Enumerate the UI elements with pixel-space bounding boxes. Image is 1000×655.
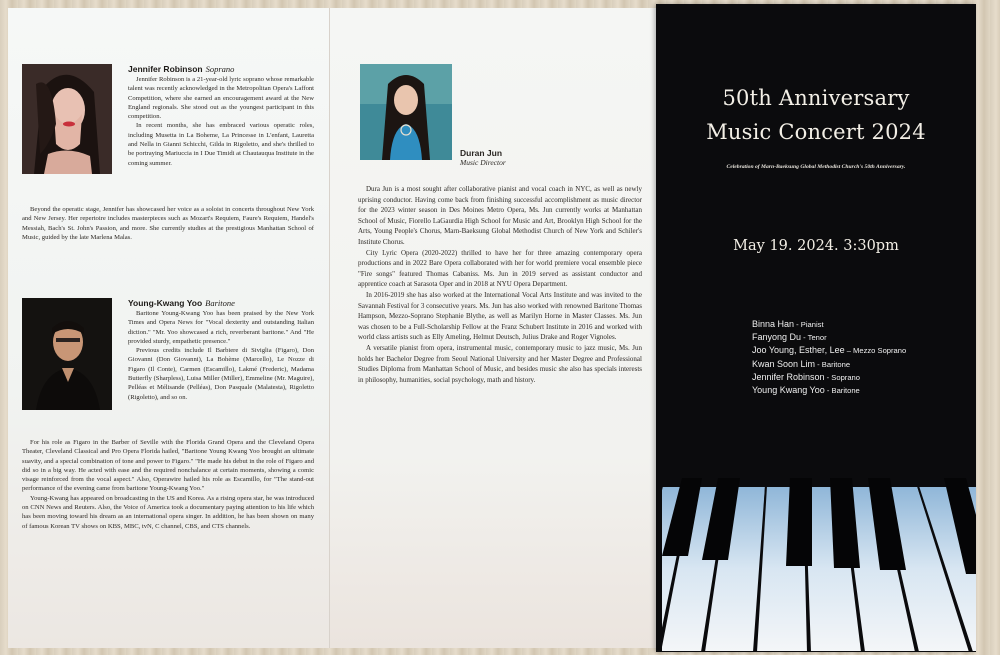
baritone-bio-top <box>128 309 314 412</box>
performer-name: Jennifer Robinson <box>752 371 825 382</box>
music-director-role: Music Director <box>460 158 506 167</box>
bio-paragraph: In 2016-2019 she has also worked at the International Vocal Arts Institute and was invited to the Savannah Festival for 3 consecutive years. Ms. Jun has also worked with renowned Baritone Thomas Hampson, Mezzo-Soprano Stephanie Blythe, as well as Marilyn Horne in Master Classes. Ms. Jun was chosen to be a Full-Scholarship Fellow at the Franz Schubert Institute in 2016 and worked with world class artists such as Elly Ameling, Helmut Deutsch, Julius Drake and Roger Vignoles. <box>358 290 642 342</box>
left-panel <box>8 8 330 648</box>
bio-paragraph: Young-Kwang has appeared on broadcasting in the US and Korea. As a rising opera star, he was introduced on CNN News and Reuters. Also, the Voice of America took a documentary paying attention to his life which has been moving toward his dream as an international opera singer. In addition, he has been shown on many of famous Korean TV shows on KBS, MBC, tvN, C channel, CBS, and CTS channels. <box>22 494 314 530</box>
music-director-name: Duran Jun <box>460 148 503 158</box>
performer-item <box>752 384 906 397</box>
performer-role: - Soprano <box>824 372 861 382</box>
baritone-name: Young-Kwang Yoo <box>128 298 203 308</box>
baritone-bio-bottom <box>22 438 314 531</box>
performer-role: - Baritone <box>824 386 860 396</box>
concert-title-line-2: Music Concert 2024 <box>706 120 926 144</box>
young-kwang-yoo-photo <box>22 298 112 410</box>
bio-paragraph: In recent months, she has embraced various operatic roles, including Musetta in La Boheme, La Princesse in L'enfant, Lauretta and Nella in Gianni Schicchi, Gilda in Rigoletto, and she's thrilled to be portraying Mariuccia in I Due Timidi at Chautauqua Institute in the coming summer. <box>128 122 314 167</box>
performer-role: - Baritone <box>815 359 851 369</box>
performer-name: Binna Han <box>752 319 795 329</box>
bio-paragraph: Baritone Young-Kwang Yoo has been praised by the New York Times and Opera News for "Vocal dexterity and outstanding Italian diction." "Mr. Yoo showcased a rich, reverberant baritone." And "He provided sturdy, empathetic presence." <box>128 310 314 345</box>
concert-date: May 19. 2024. 3:30pm <box>733 238 899 254</box>
bio-paragraph: Dura Jun is a most sought after collaborative pianist and vocal coach in NYC, as well as newly uprising conductor. Having come back from finishing successful accomplishment as music director for the 2023 winter season in Des Moines Metro Opera, Ms. Jun currently works at Manhattan School of Music, Fiorello LaGaurdia High School for Music and Art, Brooklyn High School for the Arts, Young People's Chorus, Marn-Baeksung Global Methodist Church of New York and Schiler's Institute Chorus. <box>358 185 642 246</box>
performer-list <box>752 318 906 397</box>
bio-paragraph: Jennifer Robinson is a 21-year-old lyric soprano whose remarkable talent was recently acknowledged in the Metropolitan Opera's Laffont Competition, where she earned an encouragement award at the New England regionals. She stood out as the youngest participant in this competition. <box>128 76 314 121</box>
concert-title-line-1: 50th Anniversary <box>722 86 910 110</box>
performer-item <box>752 358 906 371</box>
bio-paragraph: A versatile pianist from opera, instrumental music, contemporary music to jazz music, Ms. Jun holds her Bachelor Degree from Seoul National University and her Master Degree and Professional Studies Diploma from Manhattan School of Music, and besides music she also has specials interests in philosophy, humanities, social psychology, math and history. <box>358 343 642 384</box>
performer-item <box>752 318 906 331</box>
performer-role: - Tenor <box>801 333 827 343</box>
performer-item <box>752 331 906 344</box>
performer-role: – Mezzo Soprano <box>844 346 907 356</box>
performer-item <box>752 371 906 384</box>
bio-paragraph: For his role as Figaro in the Barber of Seville with the Florida Grand Opera and the Cleveland Opera Theater, Cleveland Classical and Pro Opera Florida hailed, "Baritone Young Kwang Yoo brought an ultimate suavity, and a special combination of tone and power to Figaro." "He made his debut in the role of Figaro and did so in a big way. He acted with ease and the required nonchalance at certain moments, showing a comic visage reinforced from the vocal aspect." Also, Operawire hailed his role as Escamillo, for "The stand-out performance of the evening came from baritone Young-Kwang Yoo." <box>22 439 314 493</box>
soprano-heading <box>128 64 234 74</box>
concert-subtitle: Celebration of Marn-Baeksung Global Methodist Church's 50th Anniversary. <box>726 164 906 170</box>
performer-item <box>752 344 906 357</box>
soprano-role: Soprano <box>205 64 235 74</box>
baritone-role: Baritone <box>205 298 235 308</box>
bio-paragraph: Previous credits include Il Barbiere di Siviglia (Figaro), Don Giovanni (Don Giovanni), La Bohème (Marcello), Le Nozze di Figaro (Il Conte), Carmen (Escamillo), Lakmé (Frederic), Madama Butterfly (Sharpless), Luisa Miller (Miller), Emmeline (Mr. Maguire), Pelléas et Mélisande (Pelléas), Don Pasquale (Malatesta), Rigoletto (Rigoletto), and so on. <box>128 347 314 401</box>
bio-paragraph: City Lyric Opera (2020-2022) thrilled to have her for three amazing contemporary opera productions and in 2022 Bare Opera collaborated with her for world premiere vocal ensemble piece "Fire songs" featured Thomas Cabaniss. Ms. Jun in 2019 served as assistant conductor and apprentice coach at Sarasota Oper and in 2018 at NYU Opera Department. <box>358 248 642 289</box>
performer-name: Young Kwang Yoo <box>752 385 825 396</box>
performer-name: Kwan Soon Lim <box>752 358 816 369</box>
soprano-bio-bottom <box>22 205 314 242</box>
cover-panel <box>656 4 976 652</box>
piano-keys-image <box>662 456 976 652</box>
performer-role: - Pianist <box>794 320 824 329</box>
soprano-name: Jennifer Robinson <box>128 64 203 74</box>
duran-jun-photo <box>360 64 452 160</box>
middle-panel <box>330 8 656 648</box>
music-director-bio <box>358 184 642 385</box>
performer-name: Joo Young, Esther, Lee <box>752 345 845 356</box>
bio-paragraph: Beyond the operatic stage, Jennifer has showcased her voice as a soloist in concerts throughout New York and New Jersey. Her repertoire includes masterpieces such as Mozart's Requiem, Faure's Requiem, Handel's Messiah, Bach's St. John's Passion, and more. She currently studies at the prestigious Manhattan School of Music, guided by the late Marlena Malas. <box>22 206 314 241</box>
baritone-heading <box>128 298 235 308</box>
soprano-bio-top <box>128 75 314 177</box>
jennifer-robinson-photo <box>22 64 112 174</box>
performer-name: Fanyong Du <box>752 332 802 343</box>
